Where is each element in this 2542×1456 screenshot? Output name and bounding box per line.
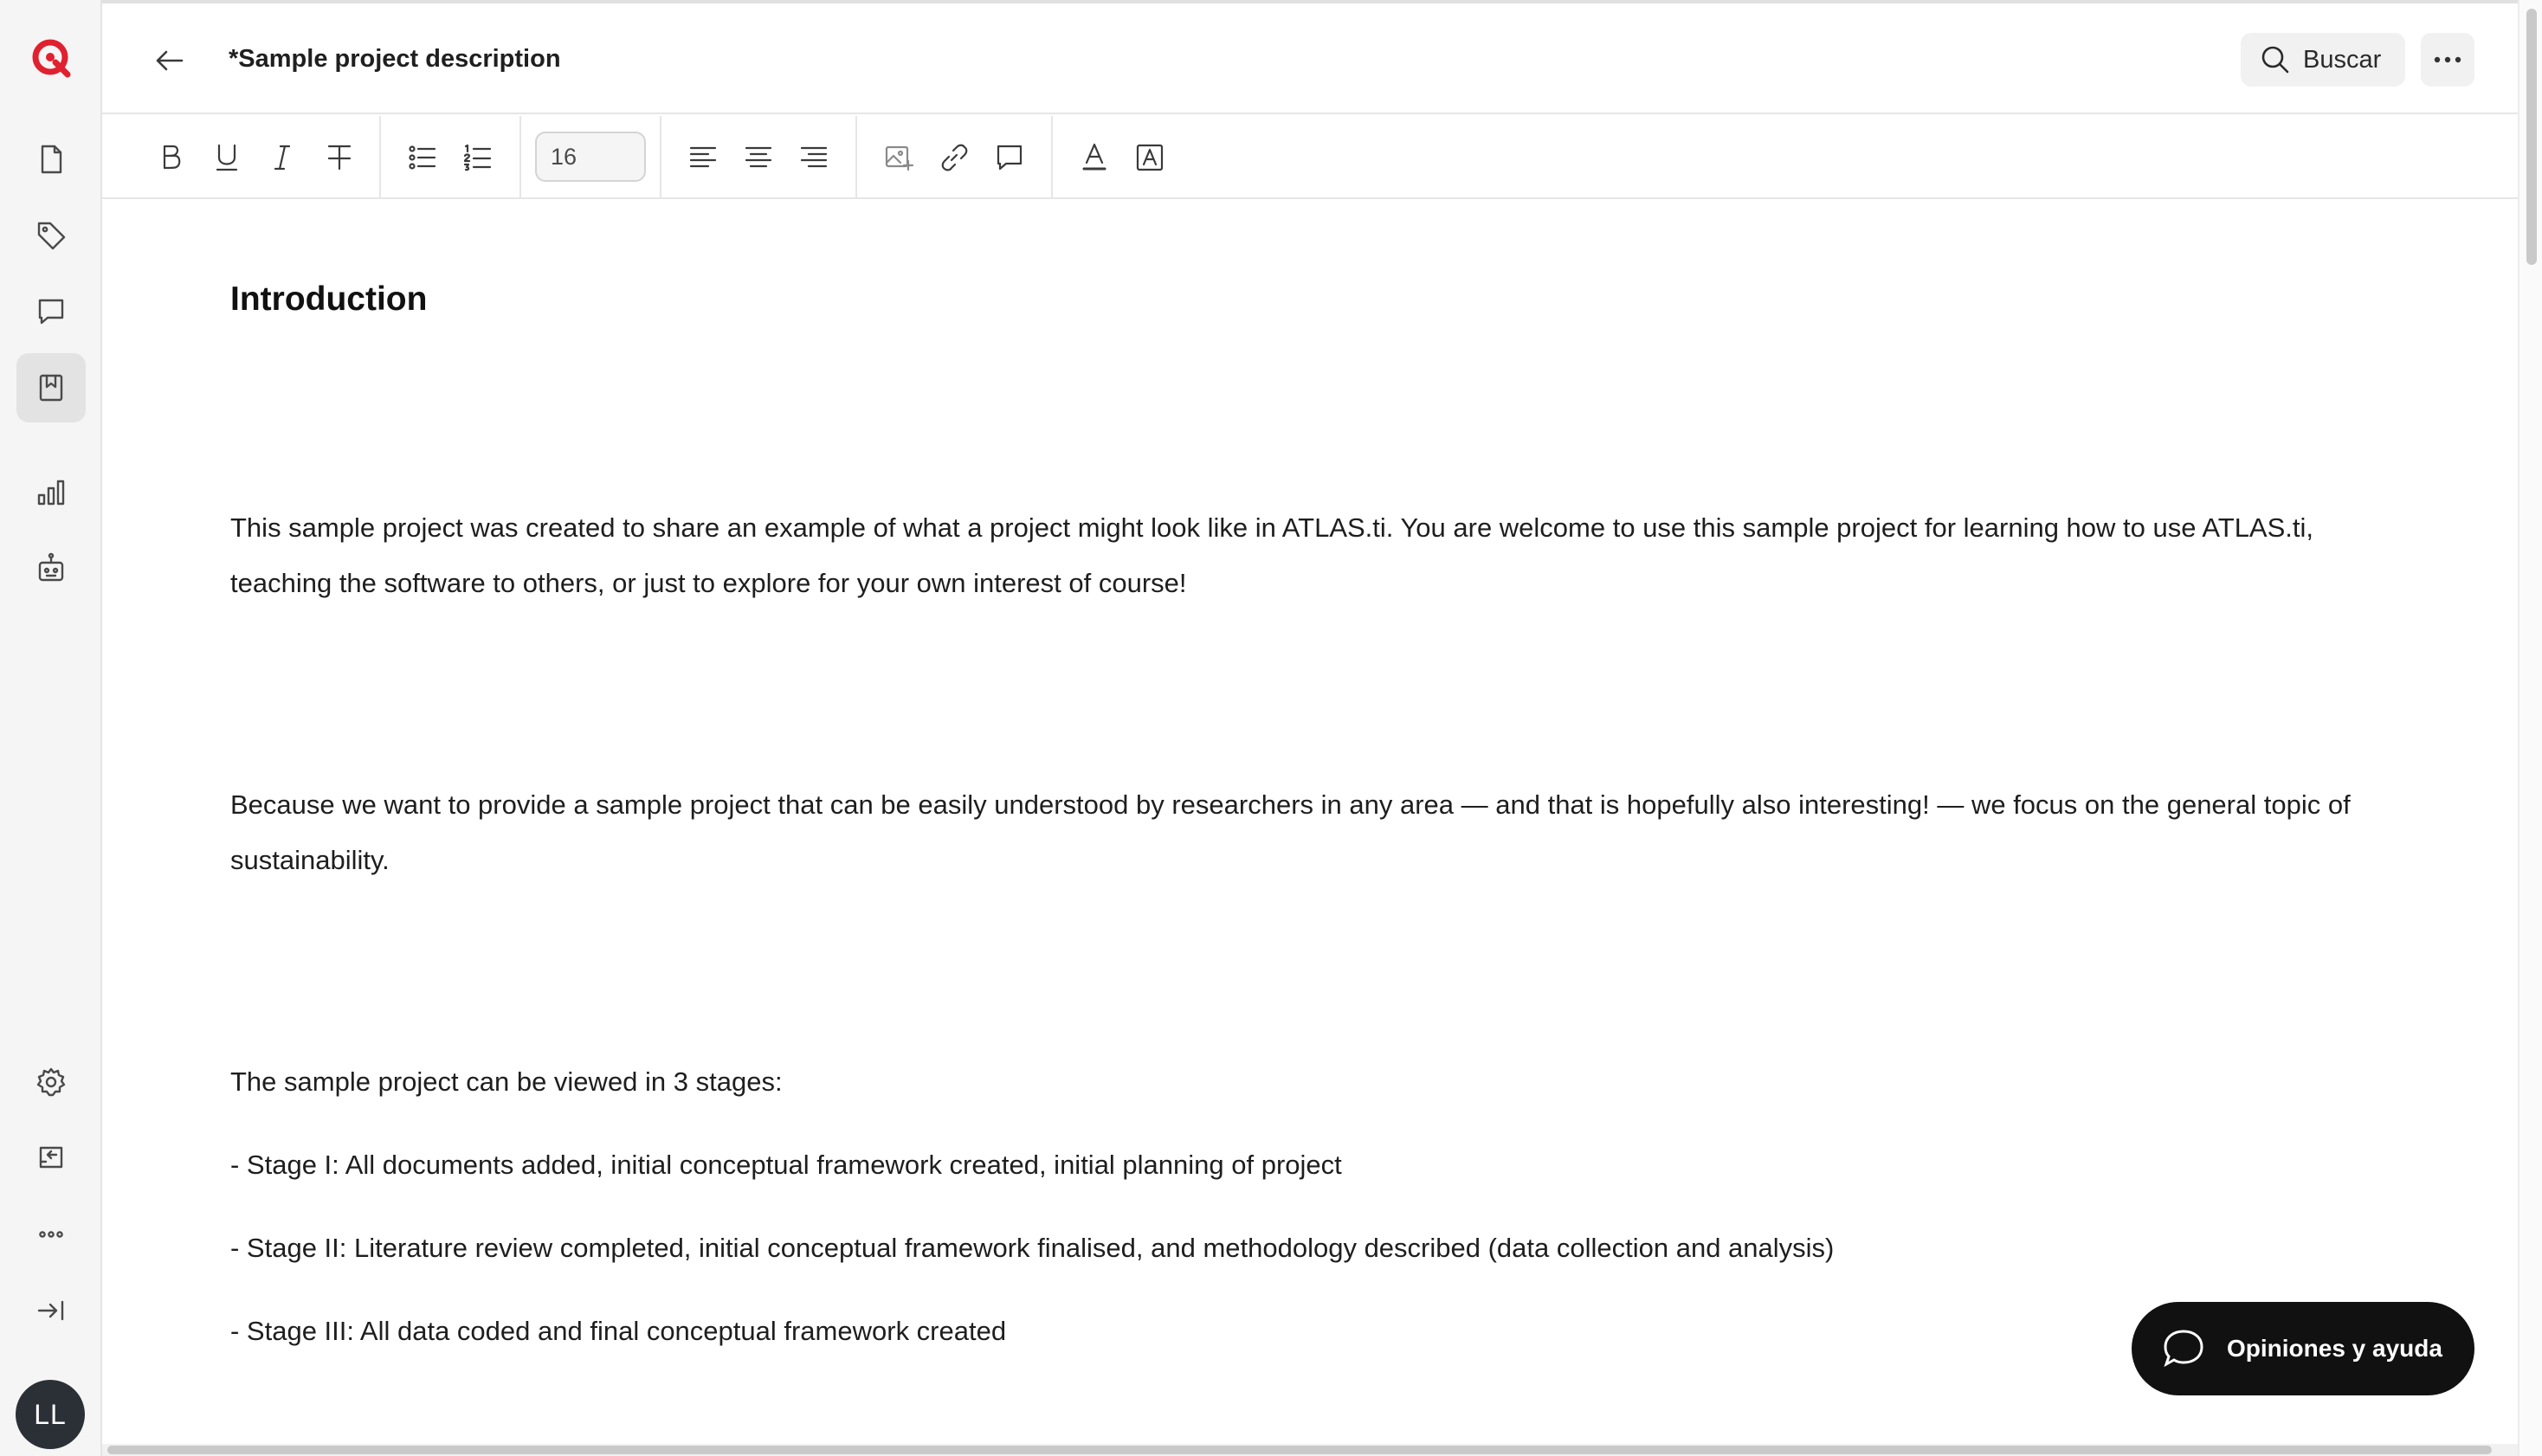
paragraph: The sample project can be viewed in 3 stages:: [230, 1066, 783, 1097]
memo-bookmark-icon: [34, 370, 68, 405]
more-dots-icon: [2430, 53, 2465, 67]
collapse-arrow-icon: [34, 1293, 68, 1328]
search-icon: [2260, 44, 2291, 75]
text-color-icon: [1077, 140, 1112, 175]
sidebar-memos[interactable]: [16, 353, 86, 422]
document-icon: [34, 142, 68, 177]
horizontal-scrollbar-thumb[interactable]: [107, 1446, 2492, 1454]
paragraph: Because we want to provide a sample project that can be easily understood by researchers in any area — and that is hopefully also interesting! — we focus on the general topic of sustainability.: [230, 789, 2351, 875]
toolbar-divider: [379, 116, 381, 199]
add-comment-button[interactable]: [989, 137, 1030, 178]
list-item: - Stage III: All data coded and final conceptual framework created: [230, 1316, 1007, 1346]
align-center-icon: [741, 140, 776, 175]
gear-icon: [34, 1065, 68, 1099]
italic-button[interactable]: [261, 137, 303, 178]
comment-icon: [34, 294, 68, 329]
sidebar-collapse[interactable]: [16, 1276, 86, 1345]
sidebar-analysis[interactable]: [16, 457, 86, 526]
feedback-help-button[interactable]: [2132, 1302, 2474, 1395]
back-button[interactable]: [149, 40, 190, 81]
bold-button[interactable]: [151, 137, 192, 178]
formatting-toolbar: [102, 116, 2518, 199]
sidebar-codes[interactable]: [16, 201, 86, 270]
robot-icon: [34, 551, 68, 585]
link-icon: [937, 140, 971, 175]
sidebar-documents[interactable]: [16, 125, 86, 194]
strikethrough-button[interactable]: [319, 137, 360, 178]
vertical-scrollbar-thumb[interactable]: [2526, 9, 2537, 265]
align-left-icon: [686, 140, 720, 175]
horizontal-scrollbar[interactable]: [102, 1444, 2518, 1456]
arrow-left-icon: [152, 43, 187, 78]
bullet-list-button[interactable]: [402, 137, 443, 178]
document-header: [102, 3, 2518, 114]
sidebar-settings[interactable]: [16, 1047, 86, 1117]
italic-icon: [265, 140, 300, 175]
align-right-button[interactable]: [793, 137, 835, 178]
insert-image-button[interactable]: [878, 137, 919, 178]
font-size-input[interactable]: 16: [535, 132, 646, 182]
page-title: *Sample project description: [229, 45, 561, 73]
text-highlight-icon: [1132, 140, 1167, 175]
numbered-list-icon: [461, 140, 495, 175]
sidebar-comments[interactable]: [16, 277, 86, 346]
more-options-button[interactable]: [2421, 33, 2474, 87]
list-item: - Stage II: Literature review completed, initial conceptual framework finalised, and methodology described (data collection and analysis): [230, 1233, 1835, 1263]
atlas-logo-icon[interactable]: [29, 36, 73, 80]
highlight-button[interactable]: [1129, 137, 1171, 178]
tag-icon: [34, 218, 68, 253]
numbered-list-button[interactable]: [457, 137, 499, 178]
bold-icon: [154, 140, 189, 175]
sidebar: [0, 0, 102, 1456]
export-icon: [34, 1141, 68, 1176]
document-editor[interactable]: [102, 201, 2518, 1444]
sidebar-export[interactable]: [16, 1124, 86, 1193]
image-add-icon: [881, 140, 916, 175]
avatar[interactable]: LL: [16, 1380, 85, 1449]
text-color-button[interactable]: [1074, 137, 1115, 178]
strikethrough-icon: [322, 140, 357, 175]
help-label: Opiniones y ayuda: [2227, 1335, 2442, 1362]
sidebar-ai-coding[interactable]: [16, 533, 86, 602]
chat-bubble-icon: [2161, 1326, 2206, 1371]
list-item: - Stage I: All documents added, initial conceptual framework created, initial planning of project: [230, 1150, 1342, 1180]
vertical-scrollbar[interactable]: [2518, 0, 2542, 1456]
insert-link-button[interactable]: [933, 137, 975, 178]
paragraph: This sample project was created to share an example of what a project might look like in ATLAS.ti. You are welcome to use this sample project for learning how to use ATLAS.ti, teaching the software to others, or just to explore for your own interest of course!: [230, 512, 2314, 598]
comment-icon: [992, 140, 1027, 175]
align-left-button[interactable]: [682, 137, 724, 178]
toolbar-divider: [855, 116, 857, 199]
align-center-button[interactable]: [738, 137, 779, 178]
search-label: Buscar: [2303, 45, 2382, 74]
toolbar-divider: [660, 116, 661, 199]
toolbar-divider: [1051, 116, 1053, 199]
underline-icon: [210, 140, 244, 175]
bar-chart-icon: [34, 474, 68, 509]
toolbar-divider: [519, 116, 521, 199]
document-heading: Introduction: [230, 280, 428, 318]
sidebar-more[interactable]: [16, 1200, 86, 1269]
align-right-icon: [797, 140, 831, 175]
more-dots-icon: [34, 1217, 68, 1252]
underline-button[interactable]: [206, 137, 248, 178]
search-button[interactable]: [2241, 33, 2405, 87]
bullet-list-icon: [405, 140, 440, 175]
